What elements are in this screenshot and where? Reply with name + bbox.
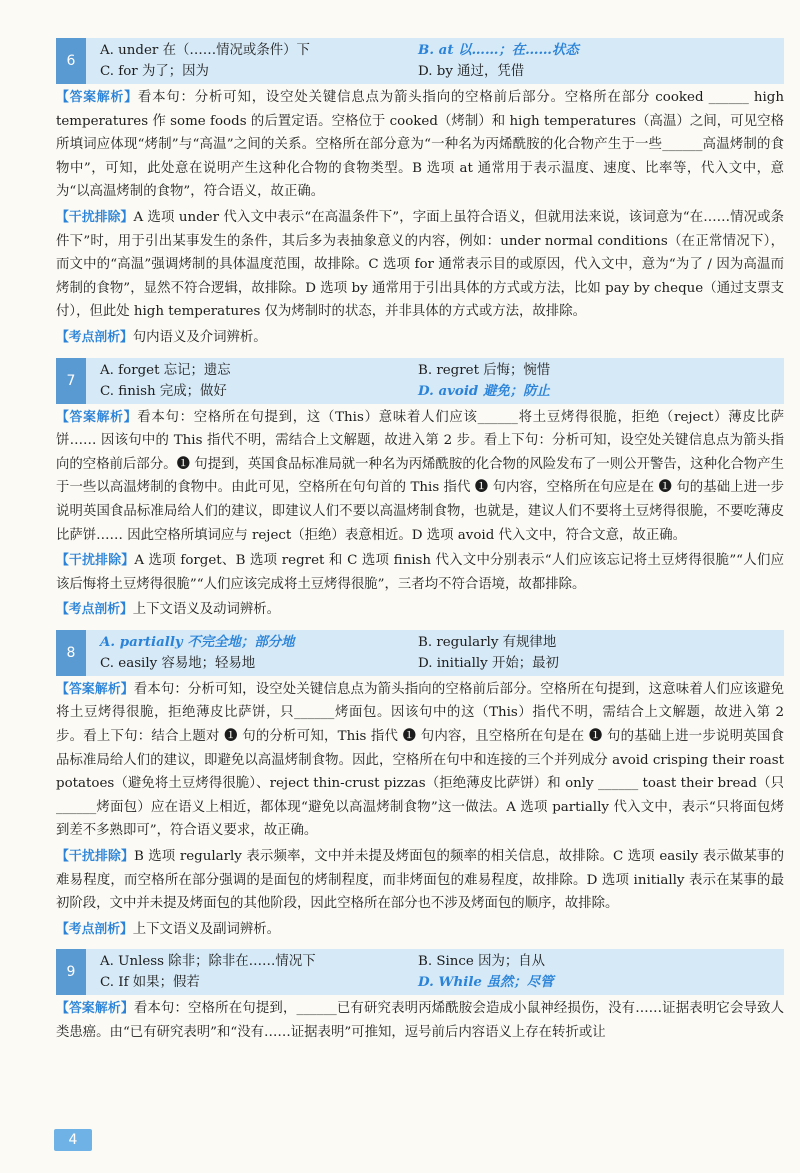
option: D. by 通过，凭借 [418,64,525,79]
section-tag: 【考点剖析】 [56,602,133,618]
question-number: 7 [66,372,76,389]
option: C. easily 容易地；轻易地 [100,655,256,671]
paragraph-text: 看本句：空格所在句提到，这（This）意味着人们应该______将土豆烤得很脆，拒绝（reject）薄皮比萨饼…… 因该句中的 This 指代不明，需结合上文解题，故进入第 2 步。看上下句：分析可知，设空处关键信息点为箭头指向的空格前后部分。❶ 句提到，英国食品标准局就一种名为丙烯酰胺的化合物的风险发布了一则公开警告，这种化合物产生于一些以高温烤制的食物中。由此可见，空格所在句句首的 This 指代 ❶ 句内容，空格所在句应是在 ❶ 句的基础上进一步说明英国食品标准局给人们的建议，即建议人们不要以高温烤制食物，也就是，建议人们不要将土豆烤得很脆，不要吃薄皮比萨饼…… 因此空格所填词应与 reject（拒绝）表意相近。D 选项 avoid 代入文中，符合文意，故正确。 [56,409,784,543]
explanation-paragraph [56,406,784,548]
paragraph-text: 上下文语义及动词辨析。 [132,602,281,618]
explanation-paragraph [56,678,784,843]
option: B. regret 后悔；惋惜 [418,362,551,378]
question-options-box [56,630,784,676]
option-correct: D. While 虽然；尽管 [418,974,554,991]
explanation-paragraph [56,326,784,350]
section-tag: 【答案解析】 [56,1001,134,1017]
paragraph-text: 看本句：分析可知，设空处关键信息点为箭头指向的空格前后部分。空格所在句提到，这意味着人们应该避免将土豆烤得很脆，拒绝薄皮比萨饼，只______烤面包。因该句中的这（This）指代不明，需结合上文解题，故进入第 2 步。看上下句：结合上题对 ❶ 句的分析可知，This 指代 ❶ 句内容，且空格所在句是在 ❶ 句的基础上进一步说明英国食品标准局给人们的建议，即避免以高温烤制食物。因此，空格所在句中和连接的三个并列成分 avoid crisping their roast potatoes（避免将土豆烤得很脆）、reject thin-crust pizzas（拒绝薄皮比萨饼）和 only ______ toast their bread（只______烤面包）应在语义上相近，都体现“避免以高温烤制食物”这一做法。A 选项 partially 代入文中，表示“只将面包烤到差不多熟即可”，符合语义要求，故正确。 [56,681,785,839]
section-tag: 【干扰排除】 [56,849,134,865]
options-grid [86,361,728,401]
section-tag: 【答案解析】 [56,90,138,105]
spacer [56,350,784,358]
section-tag: 【考点剖析】 [56,921,133,937]
paragraph-text: 看本句：分析可知，设空处关键信息点为箭头指向的空格前后部分。空格所在部分 cooked ______ high temperatures 作 some foods 的后置定语。空格位于 cooked（烤制）和 high temperatures（高温）之间，可见空格所填词应体现“烤制”与“高温”之间的关系。空格所在部分意为“一种名为丙烯酰胺的化合物产生于一些______高温烤制的食物中”，可知，此处意在说明产生这种化合物的食物类型。B 选项 at 通常用于表示温度、速度、比率等，代入文中，意为“以高温烤制的食物”，符合语义，故正确。 [56,90,785,200]
explanation-paragraph [56,206,784,324]
options-grid [86,633,728,673]
explanation-paragraph [56,918,784,942]
option: C. finish 完成；做好 [100,383,227,399]
option: A. forget 忘记；遗忘 [100,362,231,378]
section-tag: 【答案解析】 [56,681,134,697]
page-number: 4 [54,1129,92,1151]
paragraph-text: 看本句：空格所在句提到，______已有研究表明丙烯酰胺会造成小鼠神经损伤，没有……证据表明它会导致人类患癌。由“已有研究表明”和“没有……证据表明”可推知，逗号前后内容语义上存在转折或让 [56,1001,785,1040]
paragraph-text: A 选项 forget、B 选项 regret 和 C 选项 finish 代入文中分别表示“人们应该忘记将土豆烤得很脆”“人们应该后悔将土豆烤得很脆”“人们应该完成将土豆烤得很脆”，三者均不符合语境，故都排除。 [56,553,784,592]
explanation-paragraph [56,598,784,622]
question-number: 6 [66,53,76,69]
option: C. If 如果；假若 [100,975,200,991]
paragraph-text: 句内语义及介词辨析。 [132,329,267,345]
question-options-box [56,38,784,84]
explanation-paragraph [56,549,784,596]
option: C. for 为了；因为 [100,64,209,79]
spacer [56,941,784,949]
option: B. regularly 有规律地 [418,634,557,650]
explanation-paragraph [56,86,784,204]
spacer [56,622,784,630]
question-number: 8 [66,644,76,661]
page-content [56,38,784,1045]
paragraph-text: 上下文语义及副词辨析。 [132,921,281,937]
option: A. Unless 除非；除非在……情况下 [100,954,316,970]
option: A. under 在（……情况或条件）下 [100,43,310,58]
question-number: 9 [66,964,76,981]
explanation-paragraph [56,997,784,1044]
question-options-box [56,358,784,404]
section-tag: 【干扰排除】 [56,553,135,569]
options-grid [86,41,728,81]
option-correct: D. avoid 避免；防止 [418,382,550,399]
section-tag: 【考点剖析】 [56,329,133,345]
option-correct: A. partially 不完全地；部分地 [100,633,295,650]
option: D. initially 开始；最初 [418,655,559,671]
section-tag: 【干扰排除】 [56,209,134,225]
paragraph-text: B 选项 regularly 表示频率，文中并未提及烤面包的频率的相关信息，故排除。C 选项 easily 表示做某事的难易程度，而空格所在部分强调的是面包的烤制程度，而非烤面包的难易程度，故排除。D 选项 initially 表示在某事的最初阶段，文中并未提及烤面包的其他阶段，因此空格所在部分也不涉及烤面包的顺序，故排除。 [56,849,784,912]
question-options-box [56,949,784,995]
options-grid [86,952,728,992]
section-tag: 【答案解析】 [56,409,138,425]
paragraph-text: A 选项 under 代入文中表示“在高温条件下”，字面上虽符合语义，但就用法来说，该词意为“在……情况或条件下”时，用于引出某事发生的条件，其后多为表抽象意义的内容，例如：under normal conditions（在正常情况下），而文中的“高温”强调烤制的具体温度范围，故排除。C 选项 for 通常表示目的或原因，代入文中，意为“为了 / 因为高温而烤制的食物”，显然不符合逻辑，故排除。D 选项 by 通常用于引出具体的方式或方法，比如 pay by cheque（通过支票支付），但此处 high temperatures 仅为烤制时的状态，并非具体的方式或方法，故排除。 [56,209,784,320]
option: B. Since 因为；自从 [418,954,546,970]
explanation-paragraph [56,845,784,916]
option-correct: B. at 以……；在……状态 [418,42,579,58]
